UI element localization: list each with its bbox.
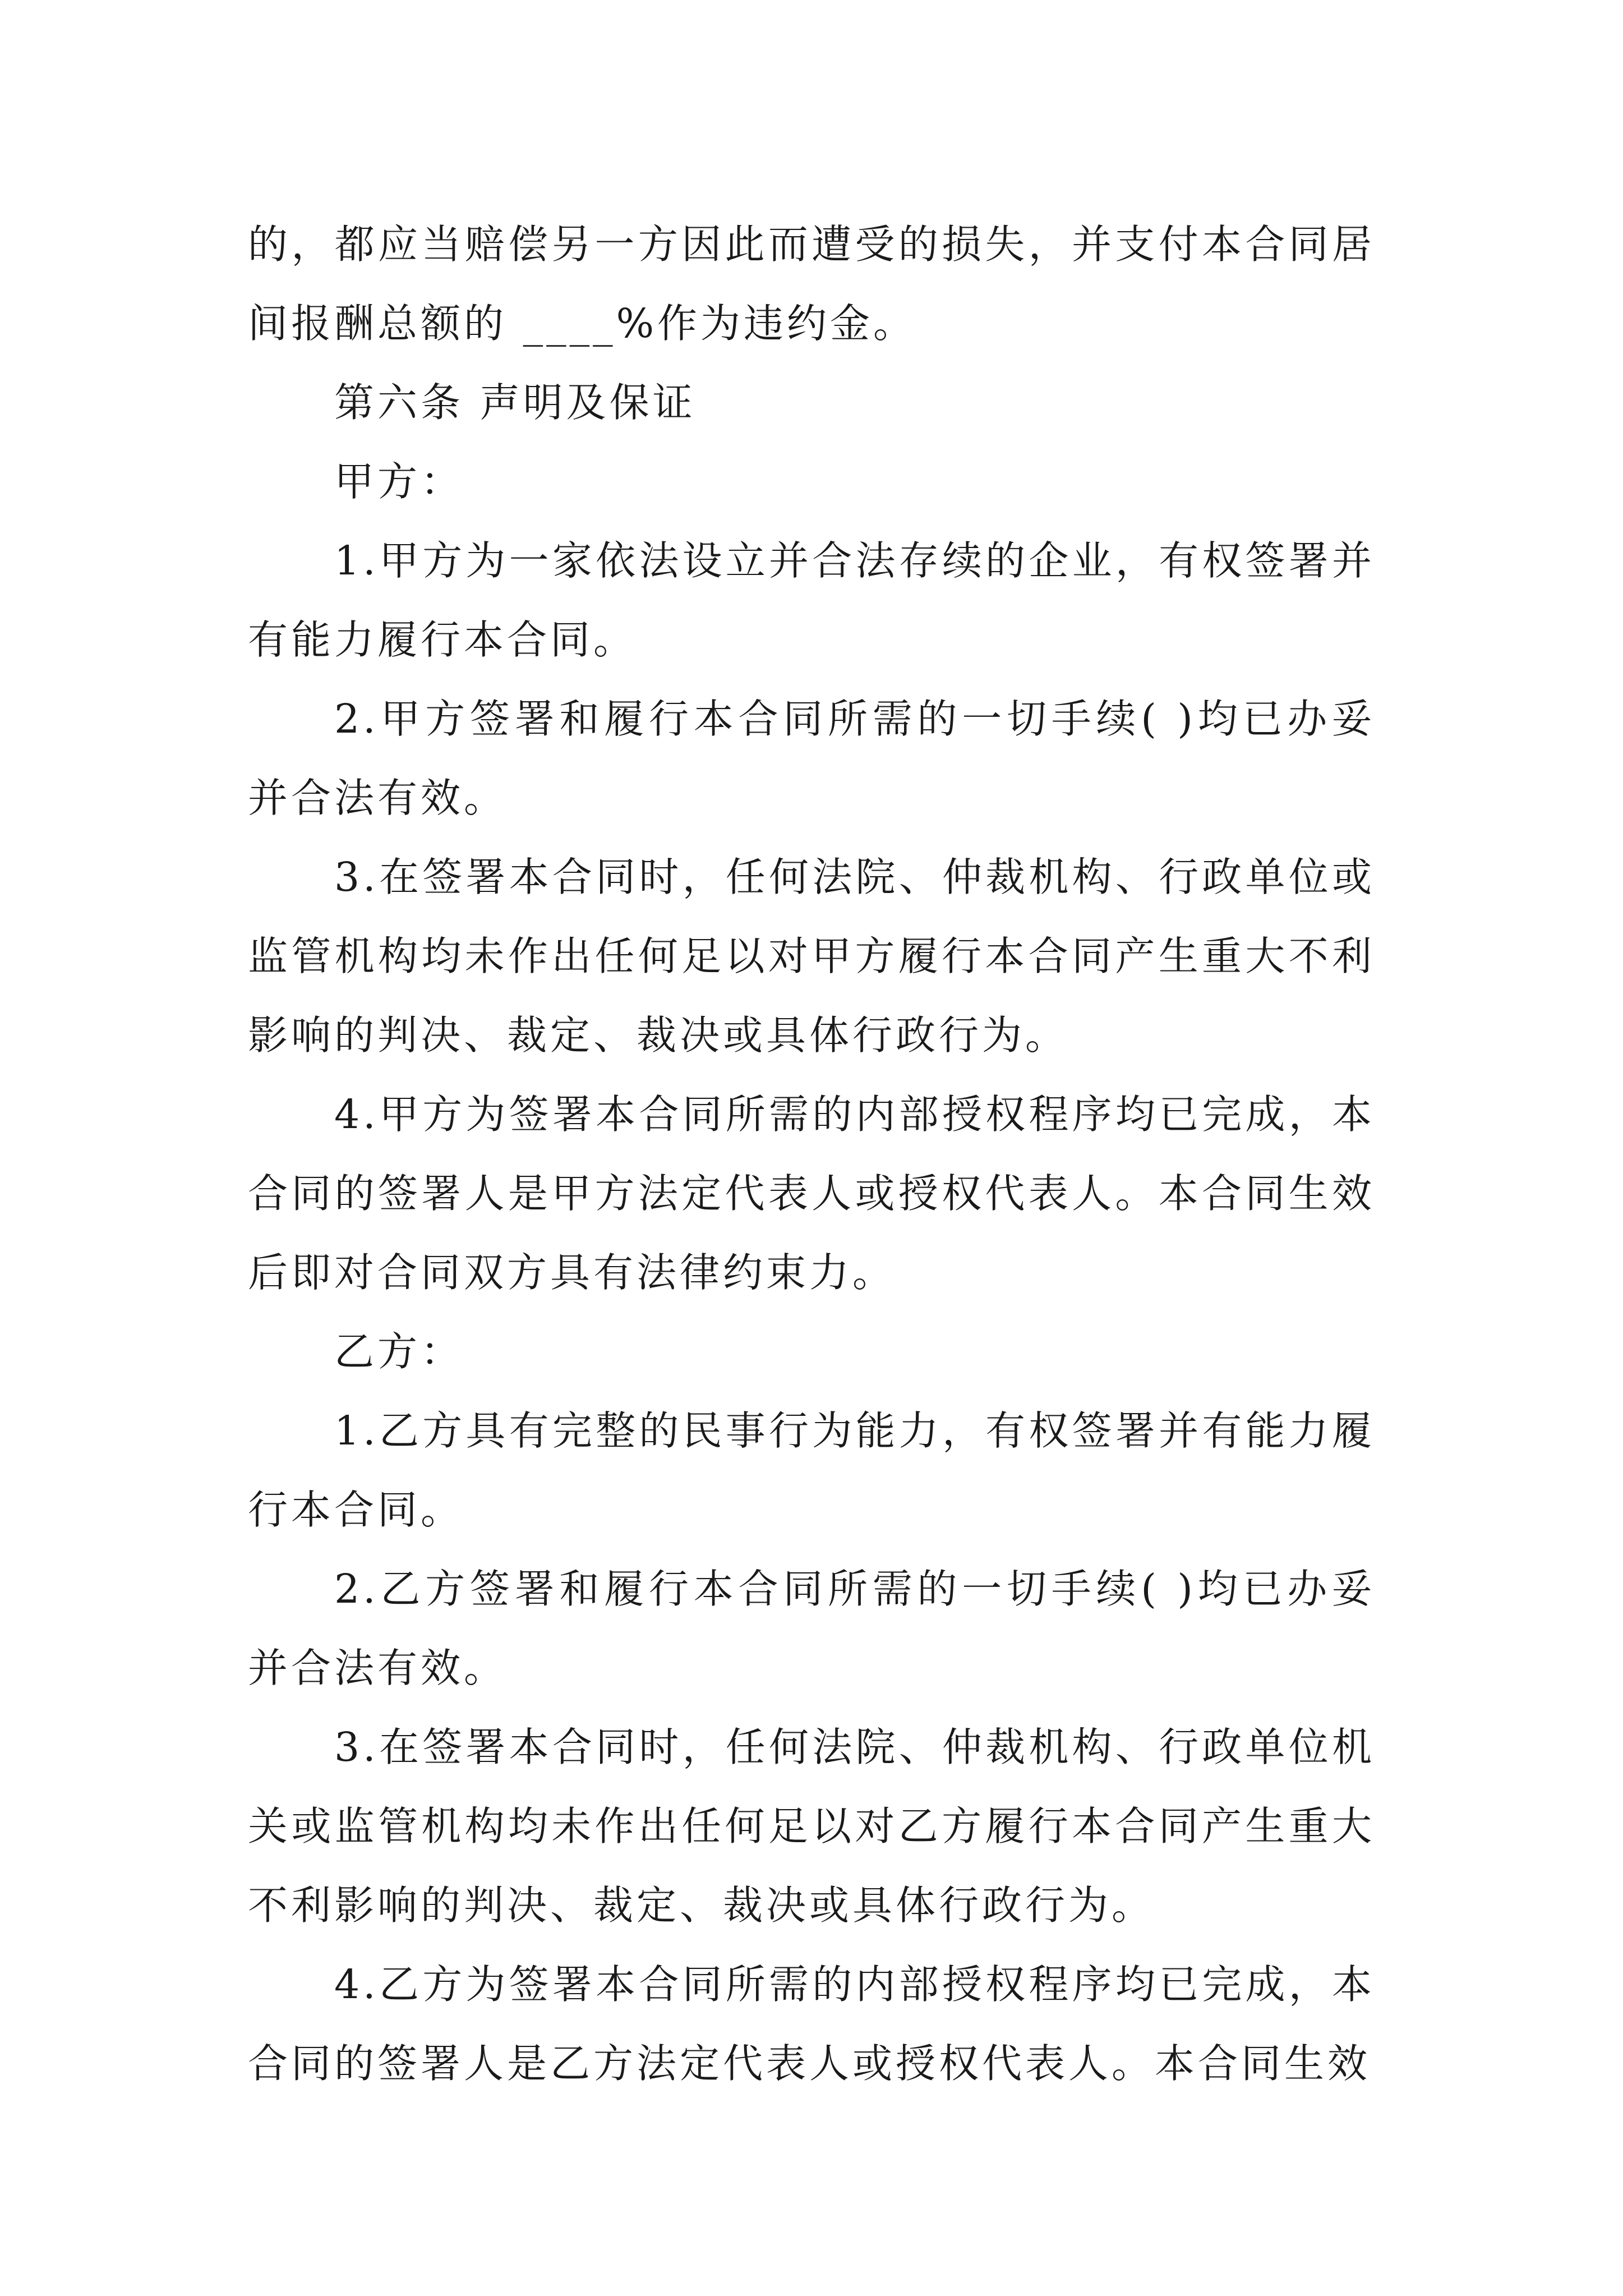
article-six-heading: 第六条 声明及保证 [334,379,696,426]
party-a-clause-3: 3.在签署本合同时，任何法院、仲裁机构、行政单位或监管机构均未作出任何足以对甲方履行本合同产生重大不利影响的判决、裁定、裁决或具体行政行为。 [248,854,1375,1059]
party-b-heading: 乙方： [334,1328,464,1375]
party-b-clause-1: 1.乙方具有完整的民事行为能力，有权签署并有能力履行本合同。 [248,1407,1375,1533]
party-b-clause-3: 3.在签署本合同时，任何法院、仲裁机构、行政单位机关或监管机构均未作出任何足以对乙方履行本合同产生重大不利影响的判决、裁定、裁决或具体行政行为。 [248,1724,1375,1929]
paragraph-penalty-continuation: 的，都应当赔偿另一方因此而遭受的损失，并支付本合同居间报酬总额的 ____%作为违约金。 [248,221,1375,347]
party-a-clause-2: 2.甲方签署和履行本合同所需的一切手续( )均已办妥并合法有效。 [248,696,1375,821]
party-b-clause-2: 2.乙方签署和履行本合同所需的一切手续( )均已办妥并合法有效。 [248,1566,1375,1691]
party-a-heading: 甲方： [334,458,464,505]
party-a-clause-1: 1.甲方为一家依法设立并合法存续的企业，有权签署并有能力履行本合同。 [248,537,1375,663]
document-body [248,205,1375,2103]
party-a-clause-4: 4.甲方为签署本合同所需的内部授权程序均已完成，本合同的签署人是甲方法定代表人或授权代表人。本合同生效后即对合同双方具有法律约束力。 [248,1091,1375,1296]
party-b-clause-4: 4.乙方为签署本合同所需的内部授权程序均已完成，本合同的签署人是乙方法定代表人或授权代表人。本合同生效 [248,1961,1375,2087]
